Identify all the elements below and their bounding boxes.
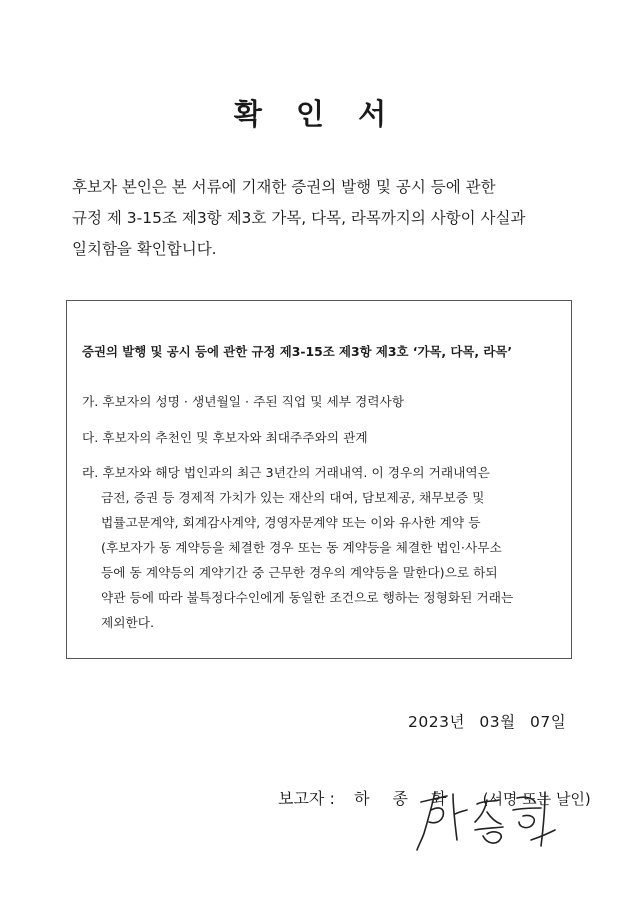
- date-year: 2023년: [408, 713, 465, 731]
- item-ra-line: (후보자가 동 계약등을 체결한 경우 또는 동 계약등을 체결한 법인·사무소: [101, 540, 502, 555]
- regulation-box: [66, 300, 572, 659]
- item-ga: 가. 후보자의 성명 · 생년월일 · 주된 직업 및 세부 경력사항: [82, 394, 405, 409]
- item-da: 다. 후보자의 추천인 및 후보자와 최대주주와의 관계: [82, 430, 368, 445]
- confirmation-statement: [72, 172, 568, 265]
- item-ra-line: 제외한다.: [101, 615, 155, 630]
- date-month: 03월: [479, 713, 516, 731]
- date-day: 07일: [530, 713, 567, 731]
- item-ra-line: 등에 동 계약등의 계약기간 중 근무한 경우의 계약등을 말한다)으로 하되: [101, 565, 498, 580]
- handwritten-signature: [395, 780, 565, 858]
- item-ra: [82, 460, 562, 635]
- statement-line: 규정 제 3-15조 제3항 제3호 가목, 다목, 라목까지의 사항이 사실과: [72, 209, 526, 227]
- regulation-heading: 증권의 발행 및 공시 등에 관한 규정 제3-15조 제3항 제3호 ‘가목, 다목, 라목’: [82, 344, 513, 359]
- statement-line: 후보자 본인은 본 서류에 기재한 증권의 발행 및 공시 등에 관한: [72, 178, 496, 196]
- item-ra-line: 금전, 증권 등 경제적 가치가 있는 재산의 대여, 담보제공, 채무보증 및: [101, 490, 485, 505]
- signer-label: 보고자 :: [278, 789, 335, 808]
- document-title: 확 인 서: [233, 97, 399, 131]
- signature-note: (서명 또는 날인): [482, 790, 591, 808]
- item-ra-line: 약관 등에 따라 불특정다수인에게 동일한 조건으로 행하는 정형화된 거래는: [101, 590, 514, 605]
- item-ra-line: 라. 후보자와 해당 법인과의 최근 3년간의 거래내역. 이 경우의 거래내역은: [82, 465, 490, 480]
- item-ra-line: 법률고문계약, 회계감사계약, 경영자문계약 또는 이와 유사한 계약 등: [101, 515, 481, 530]
- signer-name: 하 종 화: [353, 789, 456, 808]
- statement-line: 일치함을 확인합니다.: [72, 240, 217, 258]
- document-date: [408, 710, 575, 732]
